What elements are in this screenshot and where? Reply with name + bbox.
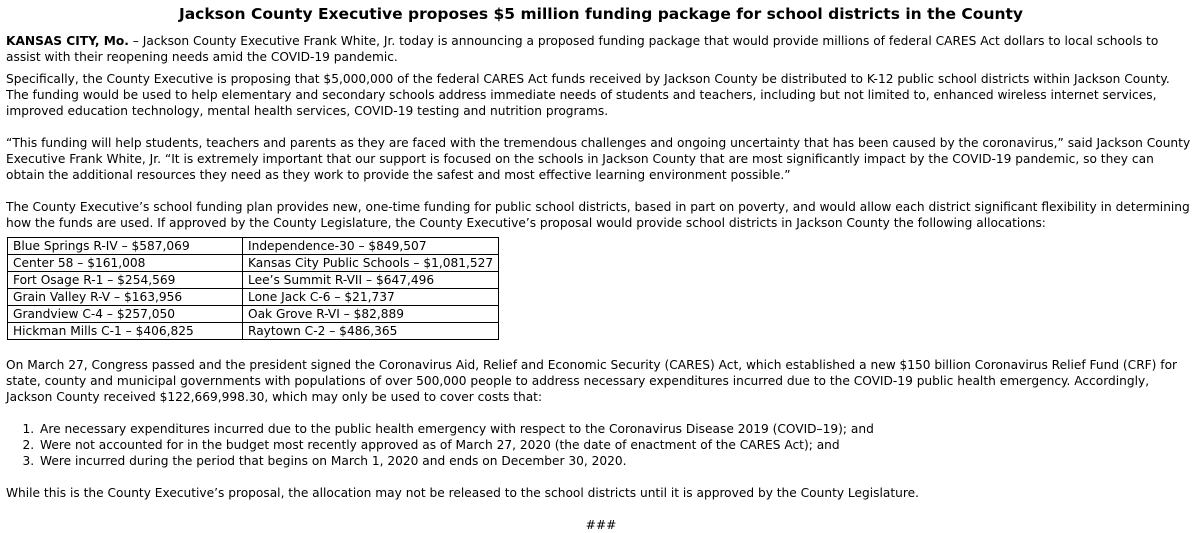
end-mark: ###	[585, 518, 617, 532]
table-cell: Independence-30 – $849,507	[243, 238, 499, 255]
cares-paragraph: On March 27, Congress passed and the president signed the Coronavirus Aid, Relief and Economic Security (CARES) Act, which established a new $150 billion Coronavirus Relief Fund (CRF) for state, county and municipal governments with populations of over 500,000 people to address necessary expenditures incurred due to the COVID-19 public health emergency. Accordingly, Jackson County received $122,669,998.30, which may only be used to cover costs that:	[6, 358, 1178, 404]
table-cell: Lone Jack C-6 – $21,737	[243, 289, 499, 306]
table-row	[8, 306, 499, 323]
intro-paragraph	[6, 33, 1196, 65]
table-cell: Grain Valley R-V – $163,956	[8, 289, 243, 306]
conditions-list	[6, 421, 1196, 469]
table-cell: Grandview C-4 – $257,050	[8, 306, 243, 323]
table-cell: Center 58 – $161,008	[8, 255, 243, 272]
list-item: 1. Are necessary expenditures incurred due to the public health emergency with respect to the Coronavirus Disease 2019 (COVID–19); and	[38, 421, 1196, 437]
table-row	[8, 323, 499, 340]
table-cell: Lee’s Summit R-VII – $647,496	[243, 272, 499, 289]
table-cell: Kansas City Public Schools – $1,081,527	[243, 255, 499, 272]
table-row	[8, 272, 499, 289]
allocations-table	[7, 237, 499, 340]
dateline: KANSAS CITY, Mo.	[6, 34, 129, 48]
proposal-paragraph: Specifically, the County Executive is proposing that $5,000,000 of the federal CARES Act funds received by Jackson County be distributed to K-12 public school districts within Jackson County. The funding would be used to help elementary and secondary schools address immediate needs of students and teachers, including but not limited to, enhanced wireless internet services, improved education technology, mental health services, COVID-19 testing and nutrition programs.	[6, 72, 1170, 118]
press-release	[6, 0, 1196, 533]
closing-paragraph: While this is the County Executive’s proposal, the allocation may not be released to the school districts until it is approved by the County Legislature.	[6, 486, 919, 500]
table-row	[8, 289, 499, 306]
table-cell: Hickman Mills C-1 – $406,825	[8, 323, 243, 340]
table-cell: Raytown C-2 – $486,365	[243, 323, 499, 340]
page-title: Jackson County Executive proposes $5 million funding package for school districts in the County	[178, 5, 1024, 23]
list-item: 2. Were not accounted for in the budget most recently approved as of March 27, 2020 (the date of enactment of the CARES Act); and	[38, 437, 1196, 453]
table-cell: Blue Springs R-IV – $587,069	[8, 238, 243, 255]
quote-paragraph: “This funding will help students, teachers and parents as they are faced with the tremendous challenges and ongoing uncertainty that has been caused by the coronavirus,” said Jackson County Executive Frank White, Jr. “It is extremely important that our support is focused on the schools in Jackson County that are most significantly impact by the COVID-19 pandemic, so they can obtain the additional resources they need as they work to provide the safest and most effective learning environment possible.”	[6, 136, 1191, 182]
table-row	[8, 255, 499, 272]
table-cell: Fort Osage R-1 – $254,569	[8, 272, 243, 289]
plan-paragraph: The County Executive’s school funding plan provides new, one-time funding for public school districts, based in part on poverty, and would allow each district significant flexibility in determining how the funds are used. If approved by the County Legislature, the County Executive’s proposal would provide school districts in Jackson County the following allocations:	[6, 200, 1190, 230]
table-cell: Oak Grove R-VI – $82,889	[243, 306, 499, 323]
table-row	[8, 238, 499, 255]
intro-text: – Jackson County Executive Frank White, Jr. today is announcing a proposed funding package that would provide millions of federal CARES Act dollars to local schools to assist with their reopening needs amid the COVID-19 pandemic.	[6, 34, 1159, 64]
list-item: 3. Were incurred during the period that begins on March 1, 2020 and ends on December 30, 2020.	[38, 453, 1196, 469]
